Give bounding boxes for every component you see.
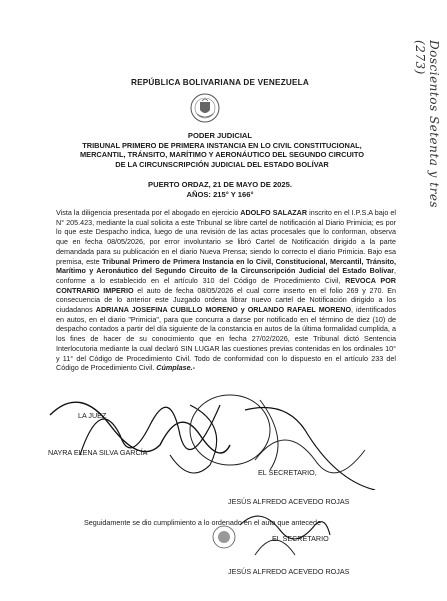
attorney-name: ADOLFO SALAZAR	[240, 208, 308, 217]
secretario-name-2: JESÚS ALFREDO ACEVEDO ROJAS	[228, 567, 350, 576]
court-stamp-icon	[211, 524, 237, 550]
date-heading	[40, 180, 400, 200]
tribunal-line-1: TRIBUNAL PRIMERO DE PRIMERA INSTANCIA EN LO CIVIL CONSTITUCIONAL,	[82, 141, 362, 150]
revoca-phrase: REVOCA POR CONTRARIO IMPERIO	[56, 275, 396, 295]
date-line: PUERTO ORDAZ, 21 DE MAYO DE 2025.	[148, 180, 292, 189]
coat-of-arms-seal-icon	[189, 92, 221, 124]
body-text-d: el auto de fecha 08/05/2026 el cual corre inserto en el folio 269 y 270. En consecuencia de lo anterior este Juzgado ordena librar nuevo cartel de Notificación dirigido a los ciudadanos	[56, 285, 397, 315]
la-jueza-label: LA JUEZ	[78, 411, 107, 420]
tribunal-heading	[52, 141, 392, 169]
margin-folio-note: Doscientos Setenta y tres (273)	[413, 40, 441, 209]
body-text-c: , conforme a lo establecido en el artículo 310 del Código de Procedimiento Civil,	[56, 266, 396, 285]
body-text-a: Vista la diligencia presentada por el abogado en ejercicio	[56, 208, 241, 217]
cumplase: Cúmplase.-	[156, 363, 196, 373]
tribunal-line-3: DE LA CIRCUNSCRIPCIÓN JUDICIAL DEL ESTADO BOLÍVAR	[115, 159, 329, 169]
jueza-name: NAYRA ELENA SILVA GARCÍA	[48, 448, 148, 457]
years-line: AÑOS: 215° Y 166°	[186, 190, 254, 199]
seguidamente-note: Seguidamente se dio cumplimiento a lo ordenado en el auto que antecede	[84, 518, 321, 527]
poder-judicial: PODER JUDICIAL	[187, 131, 253, 140]
secretario-name: JESÚS ALFREDO ACEVEDO ROJAS	[228, 497, 350, 506]
tribunal-name-inline: Tribunal Primero de Primera Instancia en lo Civil, Constitucional, Mercantil, Tránsito, Marítimo y Aeronáutico del Segundo Circuito de la Circunscripción Judicial del Estado Bolívar	[56, 256, 396, 276]
el-secretario-label-2: EL SECRETARIO	[272, 534, 329, 543]
body-text-b: inscrito en el I.P.S.A bajo el N° 205.423, mediante la cual solicita a este Tribunal se libre cartel de notificación al Diario Primicia; es por lo que este Despacho indica, luego de una revisión de las actas procesales que lo conforman, observa que en fecha 08/05/2026, por error involuntario se libró Cartel de Notificación dirigido a la parte demandada para su publicación en el diario Nueva Prensa; siendo lo correcto el diario Primicia. Bajo esa premisa, este	[56, 208, 396, 266]
republica-text: REPÚBLICA BOLIVARIANA DE VENEZUELA	[131, 78, 309, 87]
parties-names: ADRIANA JOSEFINA CUBILLO MORENO y ORLANDO RAFAEL MORENO	[95, 305, 352, 315]
body-paragraph	[56, 208, 396, 373]
el-secretario-label: EL SECRETARIO,	[258, 468, 317, 477]
tribunal-line-2: MERCANTIL, TRÁNSITO, MARÍTIMO Y AERONÁUTICO DEL SEGUNDO CIRCUITO	[79, 150, 364, 160]
republica-heading	[40, 78, 400, 87]
body-text-e: , identificados en autos, en el diario "Primicia", para que concurra a darse por notificado en el término de diez (10) de despacho contados a partir del día siguiente de la constancia en autos de la última formalidad cumplida, a los fines de hacer de su conocimiento que en fecha 27/02/2026, este Tribunal dictó Sentencia Interlocutoria mediante la cual declaró SIN LUGAR las cuestiones previas contenidas en los ordinales 10° y 11° del Código de Procedimiento Civil. Todo de conformidad con lo dispuesto en el artículo 233 del Código de Procedimiento Civil.	[56, 305, 397, 373]
